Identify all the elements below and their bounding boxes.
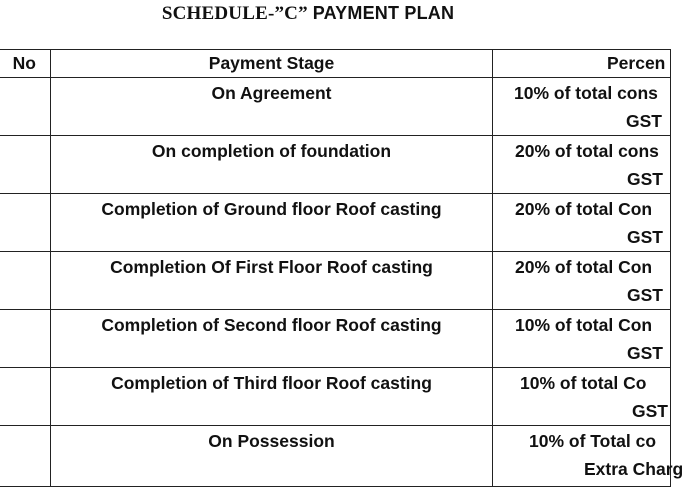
- stage-text: On Possession: [208, 431, 335, 451]
- percentage-cell: [493, 252, 671, 310]
- percentage-line: 10% of total Con: [515, 315, 653, 335]
- sl-no-cell: [0, 136, 51, 194]
- percentage-line: 20% of total cons: [515, 141, 659, 161]
- stage-text: Completion of Second floor Roof casting: [101, 315, 442, 335]
- header-payment-stage: Payment Stage: [51, 50, 493, 78]
- stage-text: Completion Of First Floor Roof casting: [110, 257, 433, 277]
- header-percentage-label: Percen: [607, 53, 666, 73]
- stage-cell: [51, 136, 493, 194]
- table-row: [0, 252, 671, 310]
- table-row: [0, 78, 671, 136]
- percentage-line-tax: GST: [632, 401, 668, 421]
- percentage-line: 20% of total Con: [515, 257, 653, 277]
- sl-no-cell: [0, 78, 51, 136]
- percentage-text: [493, 78, 670, 135]
- header-percentage: [493, 50, 671, 78]
- percentage-text: [493, 252, 670, 309]
- percentage-line: 10% of Total co: [529, 431, 657, 451]
- percentage-cell: [493, 368, 671, 426]
- percentage-line-tax: GST: [627, 227, 663, 247]
- sl-no-cell: [0, 310, 51, 368]
- table-row: [0, 194, 671, 252]
- table-row: [0, 136, 671, 194]
- stage-cell: [51, 310, 493, 368]
- stage-cell: [51, 194, 493, 252]
- table-row: [0, 368, 671, 426]
- percentage-line: 20% of total Con: [515, 199, 653, 219]
- percentage-cell: [493, 78, 671, 136]
- percentage-text: [493, 136, 670, 193]
- table-row: [0, 310, 671, 368]
- header-sl-no-label: No: [12, 53, 36, 73]
- sl-no-cell: [0, 368, 51, 426]
- sl-no-cell: [0, 252, 51, 310]
- title-schedule: SCHEDULE-”C”: [161, 3, 308, 24]
- title-payment-plan: PAYMENT PLAN: [312, 3, 455, 23]
- sl-no-cell: [0, 426, 51, 487]
- percentage-line: 10% of total cons: [514, 83, 658, 103]
- stage-cell: [51, 252, 493, 310]
- percentage-text: [493, 426, 683, 483]
- stage-text: On completion of foundation: [151, 141, 392, 161]
- stage-text: Completion of Ground floor Roof casting: [101, 199, 442, 219]
- percentage-line-tax: GST: [627, 285, 663, 305]
- stage-text: On Agreement: [211, 83, 332, 103]
- percentage-cell: [493, 426, 683, 487]
- header-sl-no: [0, 50, 51, 78]
- percentage-line-tax: GST: [627, 169, 663, 189]
- sl-no-cell: [0, 194, 51, 252]
- percentage-line-tax: GST: [627, 343, 663, 363]
- page-title: [0, 3, 616, 25]
- percentage-text: [493, 368, 670, 425]
- stage-cell: [51, 78, 493, 136]
- percentage-cell: [493, 136, 671, 194]
- percentage-text: [493, 310, 670, 367]
- percentage-cell: [493, 194, 671, 252]
- percentage-cell: [493, 310, 671, 368]
- table-header-row: [0, 50, 671, 78]
- percentage-line-extra: Extra Charg: [584, 459, 683, 479]
- stage-cell: [51, 368, 493, 426]
- table-row: [0, 426, 671, 487]
- stage-text: Completion of Third floor Roof casting: [111, 373, 432, 393]
- percentage-text: [493, 194, 670, 251]
- stage-cell: [51, 426, 493, 487]
- payment-plan-table: [0, 49, 683, 487]
- percentage-line-tax: GST: [626, 111, 662, 131]
- percentage-line: 10% of total Co: [520, 373, 647, 393]
